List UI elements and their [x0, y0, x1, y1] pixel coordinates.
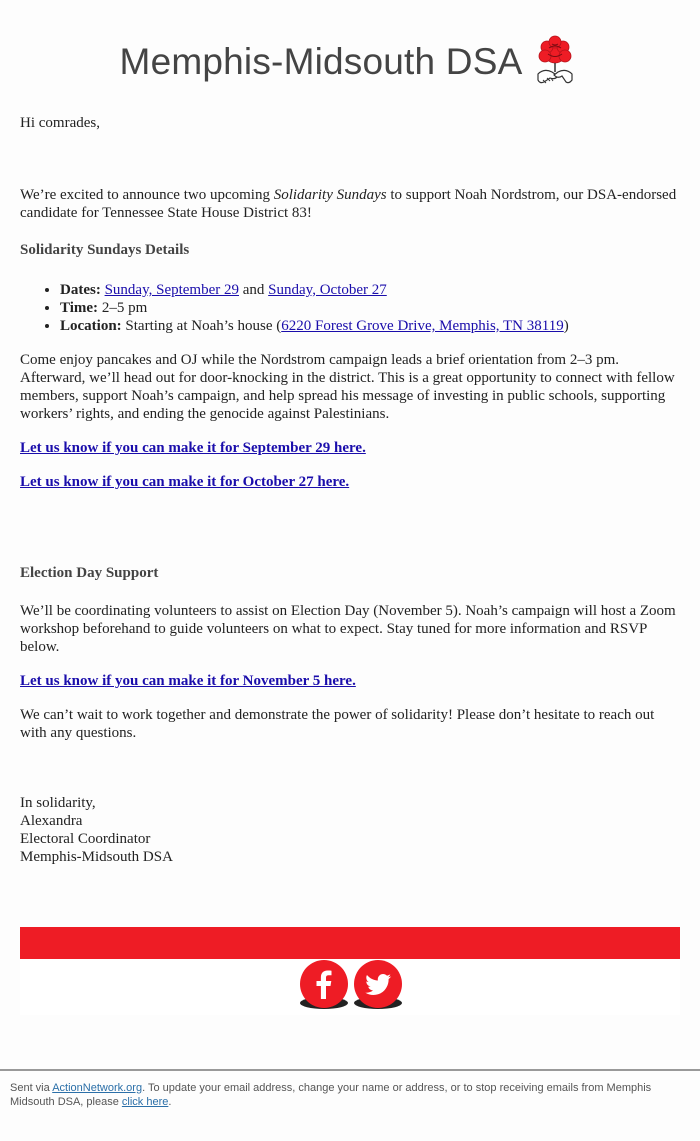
closing-paragraph: We can’t wait to work together and demonstrate the power of solidarity! Please don’t hesitate to reach out with any questions.: [20, 707, 655, 741]
election-paragraph: We’ll be coordinating volunteers to assist on Election Day (November 5). Noah’s campaign will host a Zoom workshop beforehand to guide volunteers on what to expect. Stay tuned for more information and RSVP below.: [20, 603, 676, 655]
org-title: Memphis-Midsouth DSA: [119, 41, 523, 82]
rsvp-october-link[interactable]: Let us know if you can make it for October 27 here.: [20, 474, 350, 490]
footer-red-bar: [20, 927, 680, 959]
facebook-icon: [298, 959, 350, 1011]
email-body: [20, 114, 682, 866]
list-item: • Location: Starting at Noah’s house (6220 Forest Grove Drive, Memphis, TN 38119): [60, 317, 682, 335]
details-list: [20, 281, 682, 335]
social-links: [20, 959, 680, 1015]
dsa-rose-handshake-icon: [530, 34, 580, 90]
legal-footer: [0, 1069, 700, 1141]
rsvp-september-link[interactable]: Let us know if you can make it for September 29 here.: [20, 440, 366, 456]
list-item: • Dates: Sunday, September 29 and Sunday, October 27: [60, 281, 682, 299]
rsvp-november-link[interactable]: Let us know if you can make it for November 5 here.: [20, 673, 356, 689]
details-heading: Solidarity Sundays Details: [20, 242, 190, 258]
intro-paragraph: We’re excited to announce two upcoming Solidarity Sundays to support Noah Nordstrom, our DSA-endorsed candidate for Tennessee State House District 83!: [20, 187, 677, 221]
facebook-button[interactable]: [298, 959, 348, 1009]
greeting: Hi comrades,: [20, 115, 100, 131]
date2-link[interactable]: Sunday, October 27: [268, 282, 387, 298]
twitter-icon: [352, 959, 404, 1011]
signature: In solidarity, Alexandra Electoral Coordinator Memphis-Midsouth DSA: [20, 795, 173, 865]
description-paragraph: Come enjoy pancakes and OJ while the Nordstrom campaign leads a brief orientation from 2–3 pm. Afterward, we’ll head out for door-knocking in the district. This is a great opportunity to connect with fellow members, support Noah’s campaign, and help spread his message of investing in public schools, supporting workers’ rights, and ending the genocide against Palestinians.: [20, 352, 675, 422]
address-link[interactable]: 6220 Forest Grove Drive, Memphis, TN 38119: [281, 318, 564, 334]
election-heading: Election Day Support: [20, 565, 159, 581]
unsubscribe-link[interactable]: click here: [121, 1096, 169, 1108]
actionnetwork-link[interactable]: ActionNetwork.org: [52, 1082, 143, 1094]
date1-link[interactable]: Sunday, September 29: [104, 282, 239, 298]
legal-text: Sent via ActionNetwork.org. To update your email address, change your name or address, or to stop receiving emails from Memphis Midsouth DSA, please click here.: [10, 1082, 652, 1108]
twitter-button[interactable]: [352, 959, 402, 1009]
email-header: [0, 30, 700, 94]
list-item: • Time: 2–5 pm: [60, 299, 682, 317]
